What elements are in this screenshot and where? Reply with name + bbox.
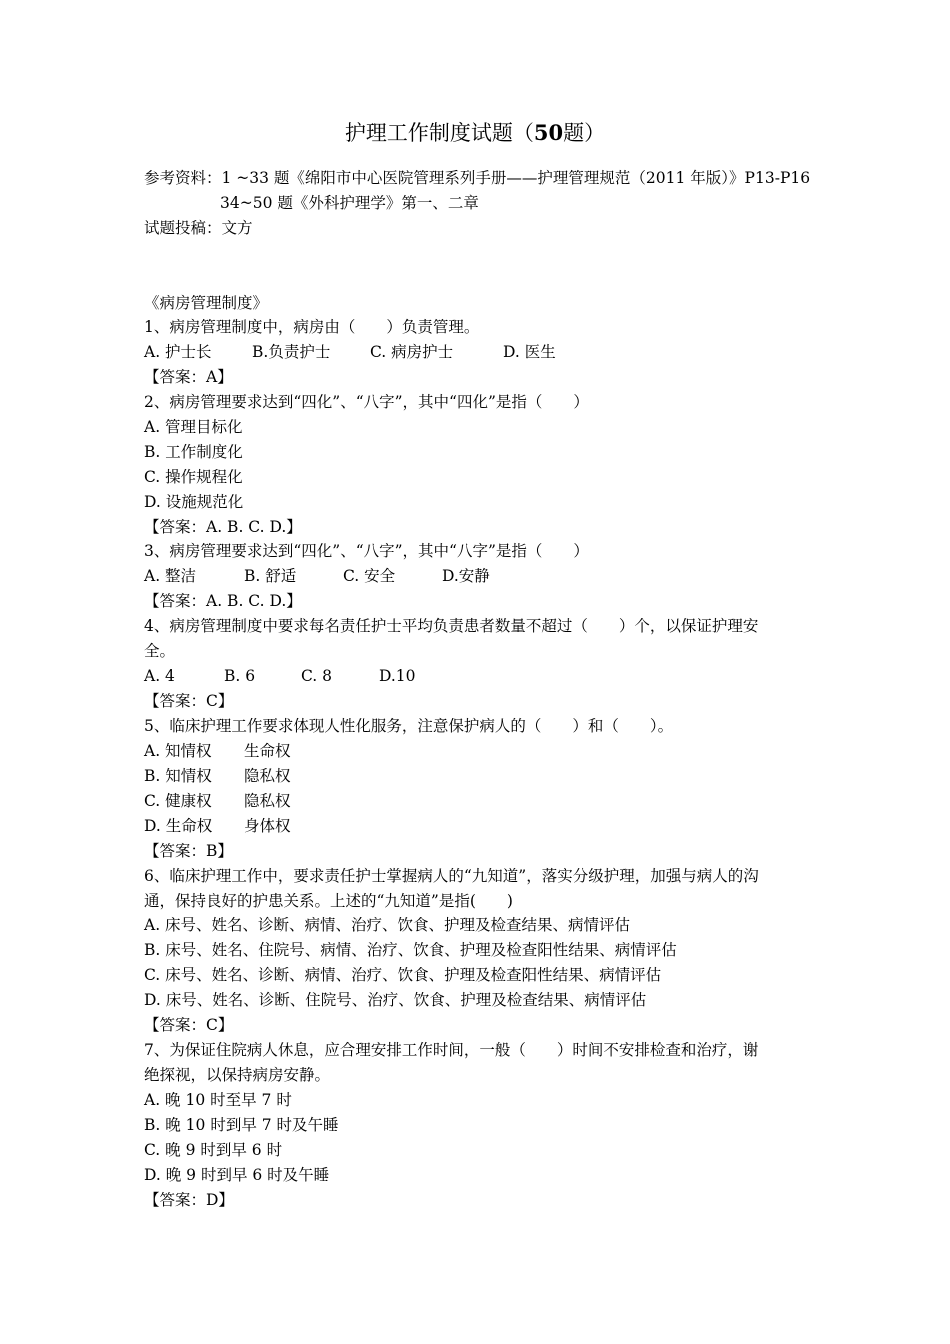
option: C. 安全 — [343, 567, 396, 585]
answer-2: 【答案：A. B. C. D.】 — [144, 518, 302, 536]
question-2: 2、病房管理要求达到“四化”、“八字”，其中“四化”是指（ ） — [144, 393, 589, 411]
option: D. 设施规范化 — [144, 493, 244, 511]
option: C. 操作规程化 — [144, 468, 243, 486]
reference-line-1: 参考资料：1 ~33 题《绵阳市中心医院管理系列手册——护理管理规范（2011 年版）》P13-P16 — [144, 169, 811, 187]
option-part: 隐私权 — [244, 792, 291, 810]
title-number: 50 — [533, 120, 564, 145]
question-7-line-1: 7、为保证住院病人休息，应合理安排工作时间，一般（ ）时间不安排检查和治疗，谢 — [144, 1041, 759, 1059]
option-part: A. 知情权 — [144, 742, 212, 760]
question-4-line-1: 4、病房管理制度中要求每名责任护士平均负责患者数量不超过（ ）个，以保证护理安 — [144, 617, 759, 635]
answer-4: 【答案：C】 — [144, 692, 234, 710]
option: D. 晚 9 时到早 6 时及午睡 — [144, 1166, 330, 1184]
question-5: 5、临床护理工作要求体现人性化服务，注意保护病人的（ ）和（ ）。 — [144, 717, 674, 735]
question-3-options — [144, 565, 490, 587]
title-prefix: 护理工作制度试题（ — [344, 121, 534, 145]
question-1: 1、病房管理制度中，病房由（ ）负责管理。 — [144, 318, 480, 336]
answer-6: 【答案：C】 — [144, 1016, 234, 1034]
option: A. 晚 10 时至早 7 时 — [144, 1091, 292, 1109]
answer-3: 【答案：A. B. C. D.】 — [144, 592, 302, 610]
answer-1: 【答案：A】 — [144, 368, 233, 386]
option: C. 8 — [301, 667, 333, 685]
option: C. 病房护士 — [370, 343, 454, 361]
option — [144, 740, 291, 762]
question-6-line-1: 6、临床护理工作中，要求责任护士掌握病人的“九知道”，落实分级护理，加强与病人的沟 — [144, 867, 759, 885]
option: A. 床号、姓名、诊断、病情、治疗、饮食、护理及检查结果、病情评估 — [144, 916, 631, 934]
option — [144, 815, 291, 837]
question-1-options — [144, 341, 556, 363]
option: B. 舒适 — [244, 567, 297, 585]
option-part: B. 知情权 — [144, 767, 212, 785]
option: A. 整洁 — [144, 567, 197, 585]
section-heading: 《病房管理制度》 — [144, 294, 269, 312]
option: B. 床号、姓名、住院号、病情、治疗、饮食、护理及检查阳性结果、病情评估 — [144, 941, 677, 959]
option: C. 床号、姓名、诊断、病情、治疗、饮食、护理及检查阳性结果、病情评估 — [144, 966, 662, 984]
question-3: 3、病房管理要求达到“四化”、“八字”，其中“八字”是指（ ） — [144, 542, 589, 560]
answer-7: 【答案：D】 — [144, 1191, 234, 1209]
question-7-line-2: 绝探视，以保持病房安静。 — [144, 1066, 331, 1084]
title-suffix: 题） — [563, 121, 606, 145]
option: D.安静 — [442, 567, 490, 585]
author-line: 试题投稿：文方 — [144, 219, 253, 237]
option: A. 管理目标化 — [144, 418, 243, 436]
reference-line-2: 34~50 题《外科护理学》第一、二章 — [220, 194, 479, 212]
page-title — [0, 118, 950, 148]
option: B. 6 — [224, 667, 256, 685]
question-4-line-2: 全。 — [144, 642, 176, 660]
option: A. 护士长 — [144, 343, 212, 361]
option-part: C. 健康权 — [144, 792, 212, 810]
option-part: 身体权 — [244, 817, 291, 835]
option-part: 隐私权 — [244, 767, 291, 785]
answer-5: 【答案：B】 — [144, 842, 233, 860]
option: B.负责护士 — [252, 343, 331, 361]
option: D. 医生 — [503, 343, 556, 361]
option: A. 4 — [144, 667, 175, 685]
option — [144, 765, 291, 787]
option: D. 床号、姓名、诊断、住院号、治疗、饮食、护理及检查结果、病情评估 — [144, 991, 647, 1009]
option: D.10 — [379, 667, 416, 685]
option-part: 生命权 — [244, 742, 291, 760]
option: B. 晚 10 时到早 7 时及午睡 — [144, 1116, 339, 1134]
option-part: D. 生命权 — [144, 817, 213, 835]
question-4-options — [144, 665, 416, 687]
question-6-line-2: 通，保持良好的护患关系。上述的“九知道”是指( ) — [144, 892, 513, 910]
option: C. 晚 9 时到早 6 时 — [144, 1141, 283, 1159]
option — [144, 790, 291, 812]
option: B. 工作制度化 — [144, 443, 243, 461]
